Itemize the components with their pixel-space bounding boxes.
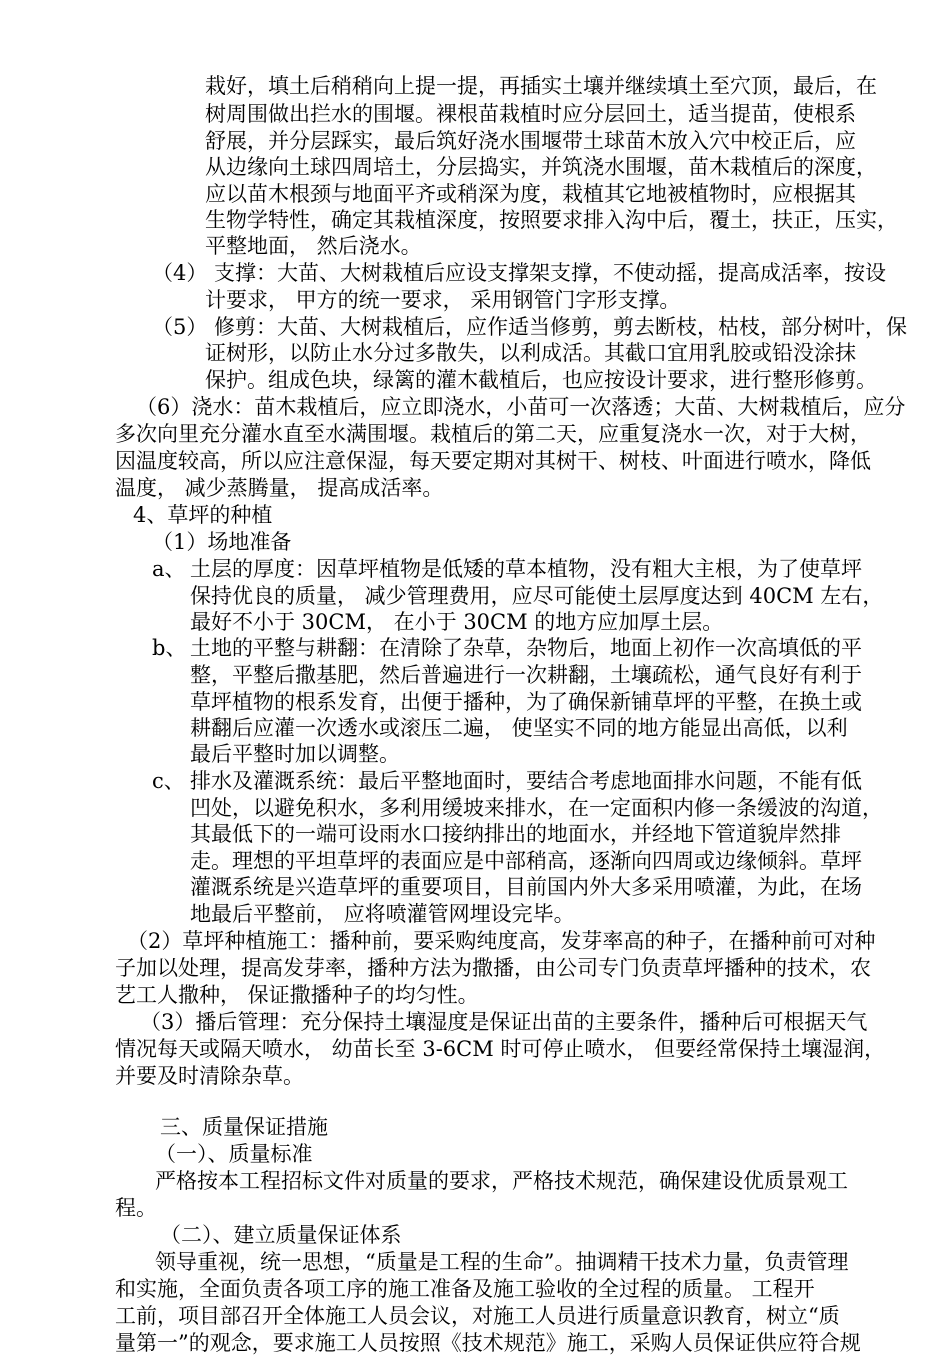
list-item-line: 草坪植物的根系发育，出便于播种，为了确保新铺草坪的平整，在换土或 (190, 690, 862, 714)
item-heading-line: （4） 支撑：大苗、大树栽植后应设支撑架支撑，不使动摇，提高成活率，按设 (152, 261, 887, 285)
paragraph-line: （6）浇水：苗木栽植后，应立即浇水，小苗可一次落透；大苗、大树栽植后，应分 (136, 395, 906, 419)
paragraph-line: （2）草坪种植施工：播种前，要采购纯度高，发芽率高的种子，在播种前可对种 (127, 929, 876, 953)
list-item-line: 土地的平整与耕翻：在清除了杂草，杂物后，地面上初作一次高填低的平 (190, 636, 862, 660)
list-item-line: 最后平整时加以调整。 (190, 742, 400, 766)
list-item-line: 凹处，以避免积水，多利用缓坡来排水，在一定面积内修一条缓波的沟道， (190, 796, 883, 820)
list-marker-c: c、 (152, 769, 185, 793)
item-heading-line: （5） 修剪：大苗、大树栽植后，应作适当修剪，剪去断枝，枯枝，部分树叶，保 (152, 315, 908, 339)
text-line: 舒展，并分层踩实，最后筑好浇水围堰带土球苗木放入穴中校正后，应 (205, 129, 856, 153)
text-line: 计要求， 甲方的统一要求， 采用钢管门字形支撑。 (205, 288, 681, 312)
list-item-line: 地最后平整前， 应将喷灌管网埋设完毕。 (190, 902, 575, 926)
paragraph-line: 量第一”的观念，要求施工人员按照《技术规范》施工，采购人员保证供应符合规 (115, 1331, 861, 1355)
list-marker-b: b、 (152, 636, 187, 660)
paragraph-line: 子加以处理，提高发芽率，播种方法为撒播，由公司专门负责草坪播种的技术，农 (115, 956, 871, 980)
paragraph-line: （3）播后管理：充分保持土壤湿度是保证出苗的主要条件，播种后可根据天气 (140, 1010, 868, 1034)
paragraph-line: 程。 (115, 1196, 157, 1220)
text-line: 平整地面， 然后浇水。 (205, 234, 422, 258)
list-item-line: 最好不小于 30CM， 在小于 30CM 的地方应加厚土层。 (190, 610, 724, 634)
subsection-heading: （二）、建立质量保证体系 (160, 1223, 402, 1247)
list-item-line: 灌溉系统是兴造草坪的重要项目，目前国内外大多采用喷灌，为此，在场 (190, 875, 862, 899)
list-item-line: 整，平整后撒基肥，然后普遍进行一次耕翻，土壤疏松，通气良好有利于 (190, 663, 862, 687)
list-marker-a: a、 (152, 557, 186, 581)
paragraph-line: 因温度较高，所以应注意保湿，每天要定期对其树干、树枝、叶面进行喷水，降低 (115, 449, 871, 473)
paragraph-line: 情况每天或隔天喷水， 幼苗长至 3-6CM 时可停止喷水， 但要经常保持土壤湿润， (115, 1037, 886, 1061)
list-item-line: 走。理想的平坦草坪的表面应是中部稍高，逐渐向四周或边缘倾斜。草坪 (190, 849, 862, 873)
paragraph-line: 严格按本工程招标文件对质量的要求，严格技术规范，确保建设优质景观工 (155, 1169, 848, 1193)
section-heading: 三、质量保证措施 (160, 1115, 328, 1139)
list-item-line: 保持优良的质量， 减少管理费用，应尽可能使土层厚度达到 40CM 左右， (190, 584, 884, 608)
paragraph-line: 多次向里充分灌水直至水满围堰。栽植后的第二天，应重复浇水一次，对于大树， (115, 422, 871, 446)
text-line: 保护。组成色块，绿篱的灌木截植后，也应按设计要求，进行整形修剪。 (205, 368, 877, 392)
paragraph-line: 领导重视，统一思想，“质量是工程的生命”。抽调精干技术力量，负责管理 (155, 1250, 849, 1274)
list-item-line: 土层的厚度：因草坪植物是低矮的草本植物，没有粗大主根，为了使草坪 (190, 557, 862, 581)
text-line: 栽好，填土后稍稍向上提一提，再插实土壤并继续填土至穴顶，最后，在 (205, 74, 877, 98)
subsection-heading: （1）场地准备 (152, 530, 292, 554)
paragraph-line: 并要及时清除杂草。 (115, 1064, 304, 1088)
list-item-line: 耕翻后应灌一次透水或滚压二遍， 使坚实不同的地方能显出高低，以利 (190, 716, 848, 740)
text-line: 证树形，以防止水分过多散失，以利成活。其截口宜用乳胶或铅没涂抹 (205, 341, 856, 365)
text-line: 从边缘向土球四周培土，分层捣实，并筑浇水围堰，苗木栽植后的深度， (205, 155, 877, 179)
subsection-heading: （一）、质量标准 (155, 1142, 313, 1166)
text-line: 树周围做出拦水的围堰。裸根苗栽植时应分层回土，适当提苗，使根系 (205, 102, 856, 126)
paragraph-line: 和实施，全面负责各项工序的施工准备及施工验收的全过程的质量。 工程开 (115, 1277, 815, 1301)
text-line: 应以苗木根颈与地面平齐或稍深为度，栽植其它地被植物时，应根据其 (205, 182, 856, 206)
paragraph-line: 温度， 减少蒸腾量， 提高成活率。 (115, 476, 444, 500)
section-heading: 4、草坪的种植 (133, 503, 273, 527)
list-item-line: 排水及灌溉系统：最后平整地面时，要结合考虑地面排水问题，不能有低 (190, 769, 862, 793)
list-item-line: 其最低下的一端可设雨水口接纳排出的地面水，并经地下管道貌岸然排 (190, 822, 841, 846)
paragraph-line: 工前，项目部召开全体施工人员会议，对施工人员进行质量意识教育，树立“质 (115, 1304, 840, 1328)
paragraph-line: 艺工人撒种， 保证撒播种子的均匀性。 (115, 983, 479, 1007)
text-line: 生物学特性，确定其栽植深度，按照要求排入沟中后，覆土，扶正，压实， (205, 208, 898, 232)
